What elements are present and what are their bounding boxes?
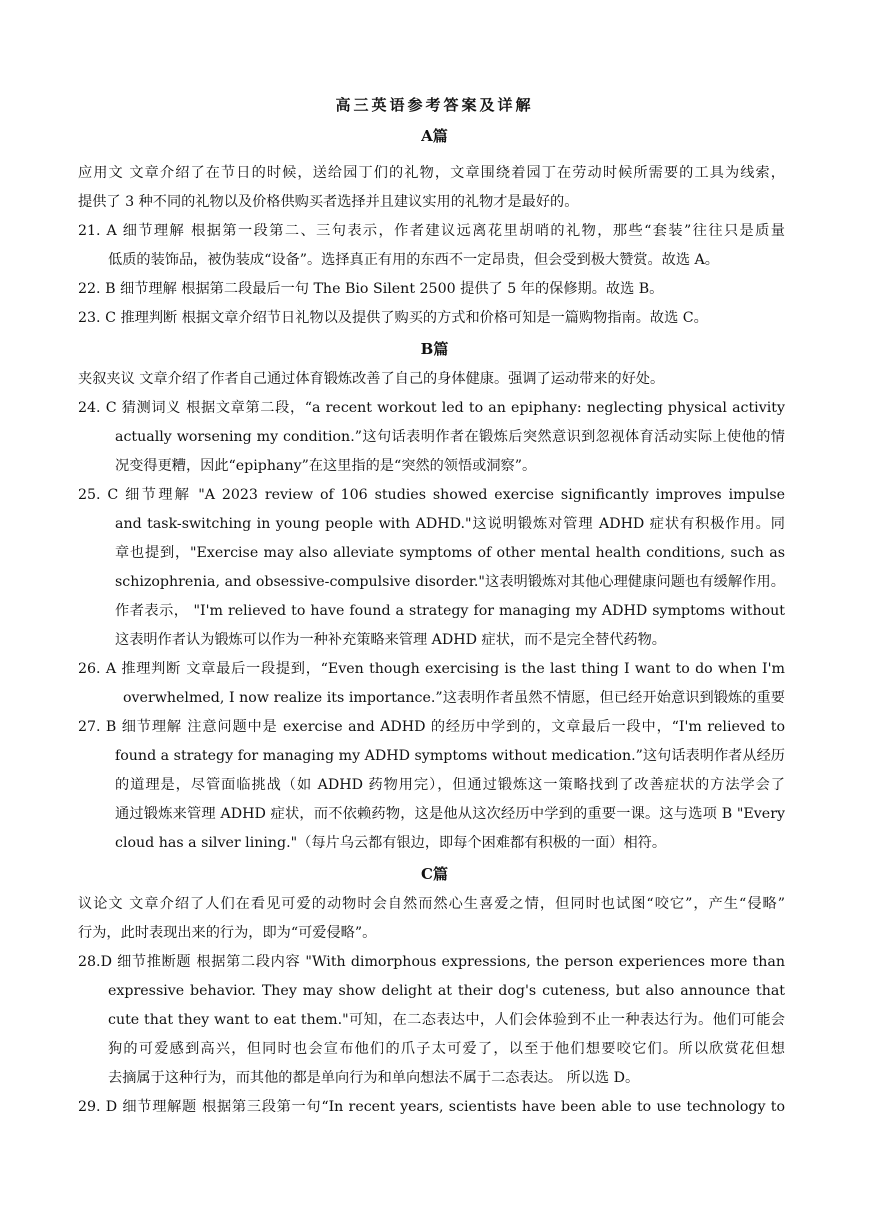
text-line: 作者表示， "I'm relieved to have found a strategy for managing my ADHD symptoms without: [115, 603, 785, 619]
text-line: 的道理是，尽管面临挑战（如 ADHD 药物用完），但通过锻炼这一策略找到了改善症状的方法学会了: [115, 777, 785, 793]
section-heading-c: C篇: [421, 865, 448, 883]
text-line: 狗的可爱感到高兴，但同时也会宣布他们的爪子太可爱了，以至于他们想要咬它们。所以欣赏花但想: [108, 1041, 785, 1057]
text-line: 低质的装饰品，被伪装成“设备”。选择真正有用的东西不一定昂贵，但会受到极大赞赏。故选 A。: [108, 252, 719, 268]
text-line: expressive behavior. They may show delight at their dog's cuteness, but also announce that: [108, 983, 785, 999]
text-line: 27. B 细节理解 注意问题中是 exercise and ADHD 的经历中学到的，文章最后一段中，“I'm relieved to: [78, 719, 785, 735]
text-line: 28.D 细节推断题 根据第二段内容 "With dimorphous expressions, the person experiences more than: [78, 954, 785, 970]
text-line: 21. A 细节理解 根据第一段第二、三句表示，作者建议远离花里胡哨的礼物，那些“套装”往往只是质量: [78, 223, 785, 239]
text-line: 通过锻炼来管理 ADHD 症状，而不依赖药物，这是他从这次经历中学到的重要一课。这与选项 B "Every: [115, 806, 785, 822]
text-line: and task-switching in young people with ADHD."这说明锻炼对管理 ADHD 症状有积极作用。同: [115, 516, 785, 532]
text-line: 应用文 文章介绍了在节日的时候，送给园丁们的礼物，文章围绕着园丁在劳动时候所需要的工具为线索，: [78, 165, 785, 181]
text-line: 22. B 细节理解 根据第二段最后一句 The Bio Silent 2500 提供了 5 年的保修期。故选 B。: [78, 281, 664, 297]
text-line: 夹叙夹议 文章介绍了作者自己通过体育锻炼改善了自己的身体健康。强调了运动带来的好处。: [78, 371, 665, 387]
text-line: 去摘属于这种行为，而其他的都是单向行为和单向想法不属于二态表达。 所以选 D。: [108, 1070, 640, 1086]
text-line: 提供了 3 种不同的礼物以及价格供购买者选择并且建议实用的礼物才是最好的。: [78, 194, 579, 210]
text-line: actually worsening my condition.”这句话表明作者在锻炼后突然意识到忽视体育活动实际上使他的情: [115, 429, 785, 445]
section-heading-b: B篇: [420, 340, 449, 358]
text-line: 29. D 细节理解题 根据第三段第一句“In recent years, scientists have been able to use technology to: [78, 1099, 785, 1115]
section-heading-a: A篇: [421, 127, 448, 145]
text-line: schizophrenia, and obsessive-compulsive disorder."这表明锻炼对其他心理健康问题也有缓解作用。: [115, 574, 785, 590]
text-line: cloud has a silver lining."（每片乌云都有银边，即每个困难都有积极的一面）相符。: [115, 835, 667, 851]
text-line: 25. C 细节理解 "A 2023 review of 106 studies showed exercise significantly improves impulse: [78, 487, 785, 503]
text-line: 议论文 文章介绍了人们在看见可爱的动物时会自然而然心生喜爱之情，但同时也试图“咬它”，产生“侵略”: [78, 896, 785, 912]
text-line: found a strategy for managing my ADHD symptoms without medication.”这句话表明作者从经历: [115, 748, 785, 764]
page-title: 高三英语参考答案及详解: [335, 96, 534, 114]
text-line: 章也提到，"Exercise may also alleviate symptoms of other mental health conditions, such as: [115, 545, 785, 561]
text-line: 23. C 推理判断 根据文章介绍节日礼物以及提供了购买的方式和价格可知是一篇购物指南。故选 C。: [78, 310, 708, 326]
text-line: 26. A 推理判断 文章最后一段提到，“Even though exercising is the last thing I want to do when I'm: [78, 661, 785, 677]
text-line: 行为，此时表现出来的行为，即为“可爱侵略”。: [78, 925, 377, 941]
text-line: 况变得更糟，因此“epiphany”在这里指的是“突然的领悟或洞察”。: [115, 458, 537, 474]
text-line: 24. C 猜测词义 根据文章第二段，“a recent workout led to an epiphany: neglecting physical activity: [78, 400, 785, 416]
text-line: overwhelmed, I now realize its importance.”这表明作者虽然不情愿，但已经开始意识到锻炼的重要: [123, 690, 785, 706]
text-line: cute that they want to eat them."可知，在二态表达中，人们会体验到不止一种表达行为。他们可能会: [108, 1012, 785, 1028]
text-line: 这表明作者认为锻炼可以作为一种补充策略来管理 ADHD 症状，而不是完全替代药物。: [115, 632, 666, 648]
